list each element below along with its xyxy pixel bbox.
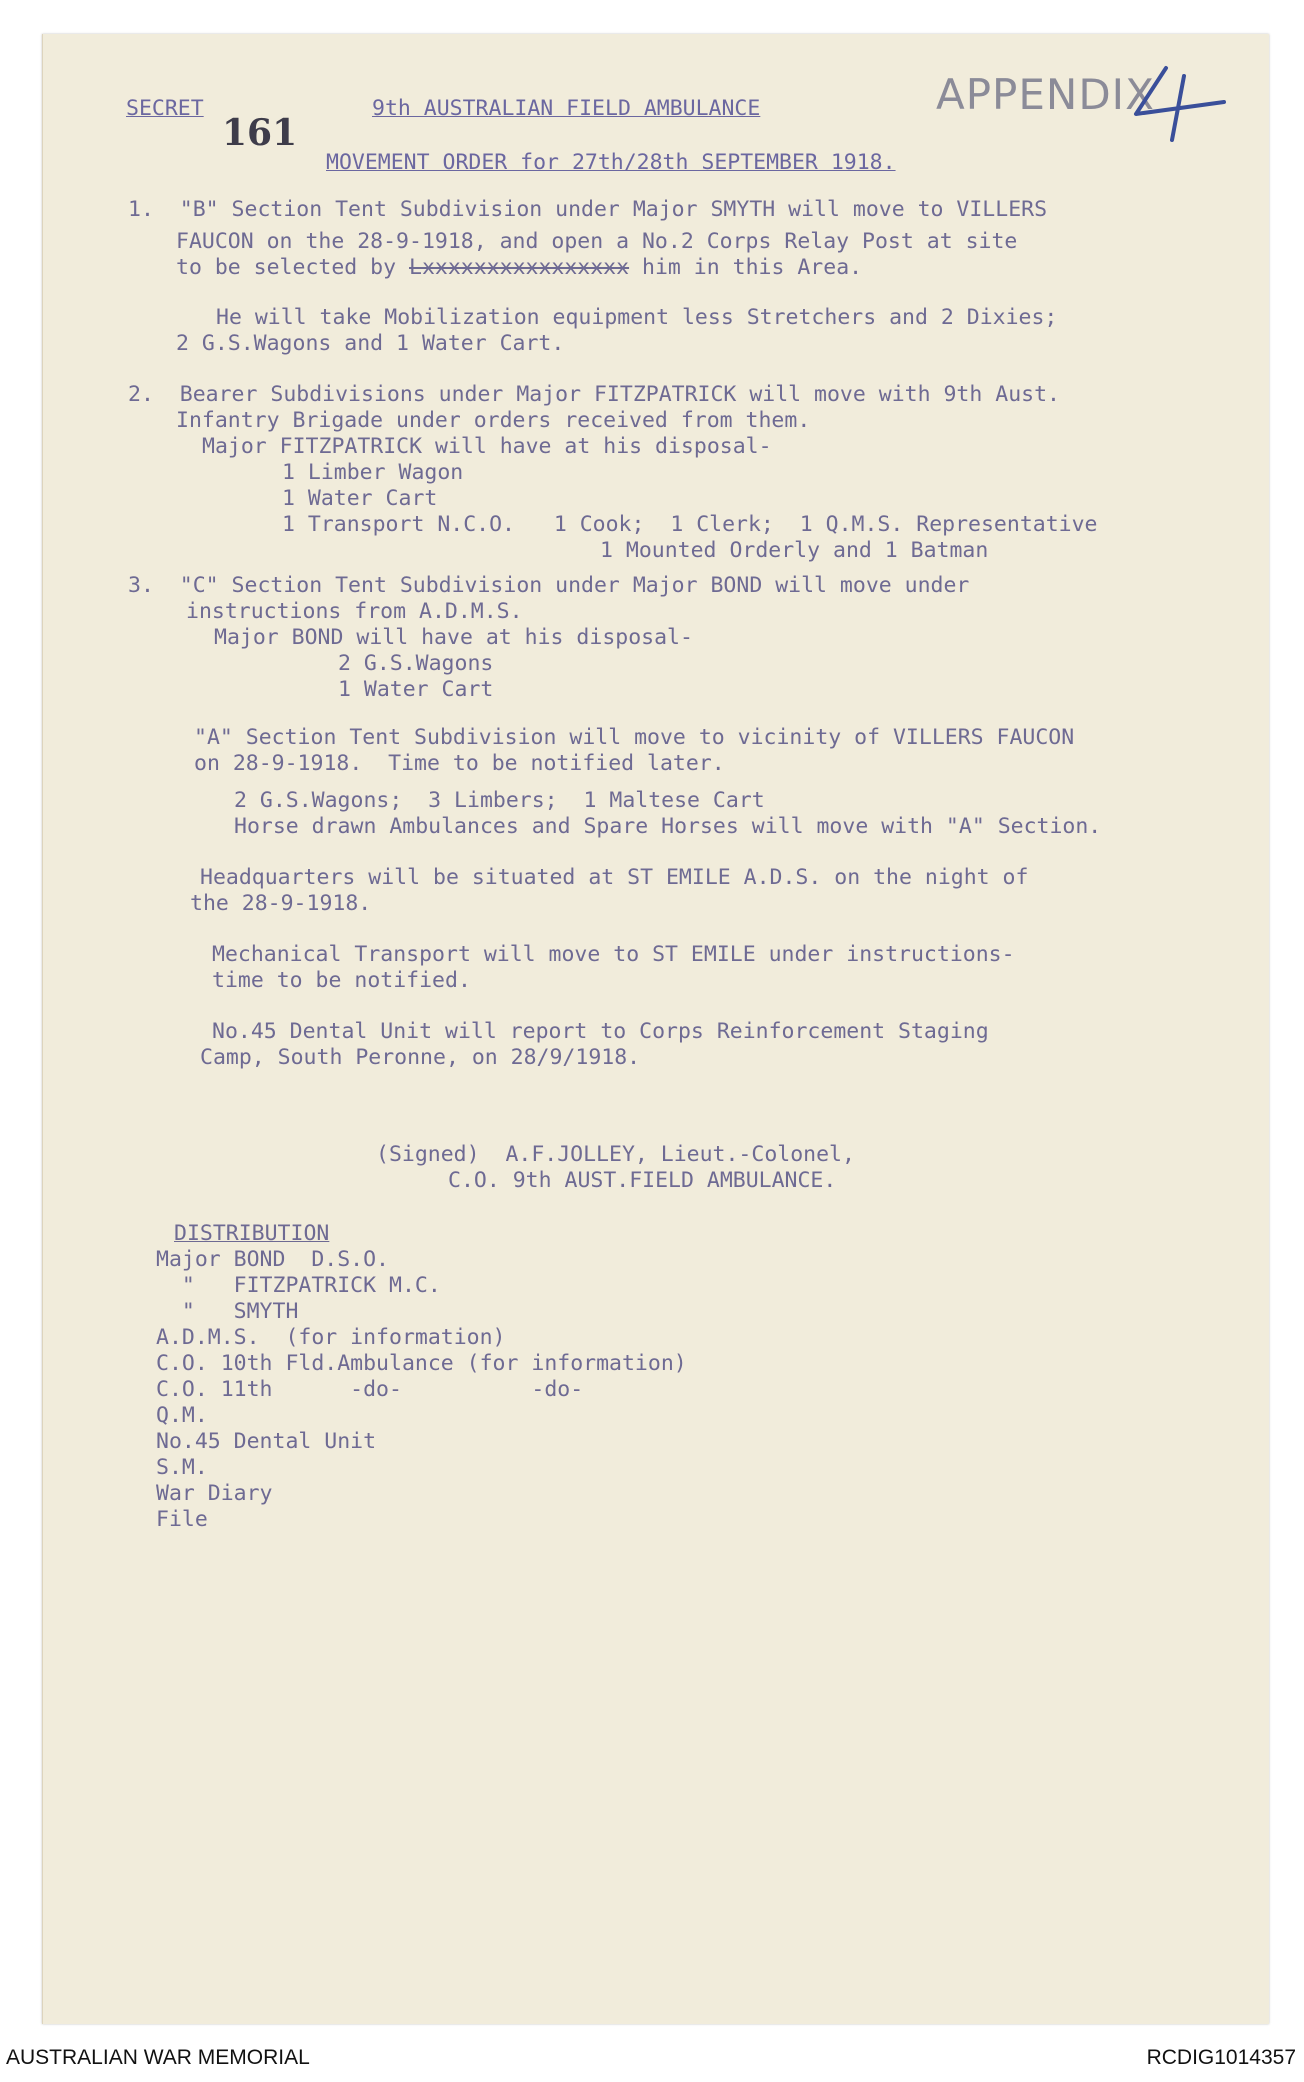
para-3-line-4: 2 G.S.Wagons bbox=[338, 651, 494, 676]
para-1-line-1: 1. "B" Section Tent Subdivision under Major SMYTH will move to VILLERS bbox=[128, 197, 1048, 222]
folio-number: 161 bbox=[222, 112, 298, 154]
para-7-line-1: No.45 Dental Unit will report to Corps Reinforcement Staging bbox=[212, 1019, 989, 1044]
para-1-line-3-start: to be selected by bbox=[176, 255, 397, 280]
appendix-stamp: APPENDIX bbox=[936, 70, 1155, 119]
para-3-line-5: 1 Water Cart bbox=[338, 677, 494, 702]
distribution-item: " FITZPATRICK M.C. bbox=[156, 1273, 441, 1298]
para-6-line-2: time to be notified. bbox=[212, 968, 471, 993]
distribution-item: File bbox=[156, 1507, 208, 1532]
struck-out-text: Lxxxxxxxxxxxxxxxx bbox=[409, 255, 630, 280]
order-title: MOVEMENT ORDER for 27th/28th SEPTEMBER 1918. bbox=[326, 150, 896, 175]
para-7-line-2: Camp, South Peronne, on 28/9/1918. bbox=[200, 1045, 641, 1070]
para-2-line-7: 1 Mounted Orderly and 1 Batman bbox=[600, 538, 989, 563]
document-id: RCDIG1014357 bbox=[1146, 2046, 1296, 2069]
archive-credit: AUSTRALIAN WAR MEMORIAL bbox=[6, 2046, 310, 2069]
handwritten-four bbox=[1128, 62, 1238, 142]
para-1-line-3 bbox=[176, 257, 862, 279]
para-4-line-2: on 28-9-1918. Time to be notified later. bbox=[194, 751, 725, 776]
para-2-line-4: 1 Limber Wagon bbox=[282, 460, 464, 485]
para-1-line-2: FAUCON on the 28-9-1918, and open a No.2 Corps Relay Post at site bbox=[176, 229, 1018, 254]
para-5-line-1: Headquarters will be situated at ST EMILE A.D.S. on the night of bbox=[200, 865, 1029, 890]
para-1-line-3-end: him in this Area. bbox=[642, 255, 863, 280]
para-1-line-5: 2 G.S.Wagons and 1 Water Cart. bbox=[176, 331, 565, 356]
para-1-line-4: He will take Mobilization equipment less Stretchers and 2 Dixies; bbox=[216, 305, 1058, 330]
distribution-item: Major BOND D.S.O. bbox=[156, 1247, 389, 1272]
unit-heading: 9th AUSTRALIAN FIELD AMBULANCE bbox=[372, 96, 761, 121]
para-2-line-1: 2. Bearer Subdivisions under Major FITZPATRICK will move with 9th Aust. bbox=[128, 382, 1060, 407]
distribution-item: C.O. 10th Fld.Ambulance (for information) bbox=[156, 1351, 687, 1376]
para-2-line-2: Infantry Brigade under orders received from them. bbox=[176, 408, 811, 433]
distribution-item: S.M. bbox=[156, 1455, 208, 1480]
para-4-line-3: 2 G.S.Wagons; 3 Limbers; 1 Maltese Cart bbox=[234, 788, 765, 813]
distribution-item: Q.M. bbox=[156, 1403, 208, 1428]
para-2-line-3: Major FITZPATRICK will have at his disposal- bbox=[202, 434, 772, 459]
para-3-line-1: 3. "C" Section Tent Subdivision under Major BOND will move under bbox=[128, 573, 970, 598]
secret-marking: SECRET bbox=[126, 96, 204, 121]
para-2-line-6: 1 Transport N.C.O. 1 Cook; 1 Clerk; 1 Q.M.S. Representative bbox=[282, 512, 1098, 537]
signature-line-2: C.O. 9th AUST.FIELD AMBULANCE. bbox=[448, 1168, 837, 1193]
para-3-line-3: Major BOND will have at his disposal- bbox=[214, 625, 693, 650]
distribution-item: " SMYTH bbox=[156, 1299, 299, 1324]
distribution-item: A.D.M.S. (for information) bbox=[156, 1325, 506, 1350]
distribution-item: No.45 Dental Unit bbox=[156, 1429, 377, 1454]
para-2-line-5: 1 Water Cart bbox=[282, 486, 438, 511]
para-3-line-2: instructions from A.D.M.S. bbox=[186, 599, 523, 624]
para-6-line-1: Mechanical Transport will move to ST EMILE under instructions- bbox=[212, 942, 1015, 967]
distribution-item: War Diary bbox=[156, 1481, 273, 1506]
para-4-line-1: "A" Section Tent Subdivision will move to vicinity of VILLERS FAUCON bbox=[194, 725, 1075, 750]
para-4-line-4: Horse drawn Ambulances and Spare Horses will move with "A" Section. bbox=[234, 814, 1102, 839]
para-5-line-2: the 28-9-1918. bbox=[190, 891, 372, 916]
distribution-item: C.O. 11th -do- -do- bbox=[156, 1377, 584, 1402]
distribution-title: DISTRIBUTION bbox=[174, 1221, 330, 1246]
signature-line-1: (Signed) A.F.JOLLEY, Lieut.-Colonel, bbox=[376, 1142, 855, 1167]
